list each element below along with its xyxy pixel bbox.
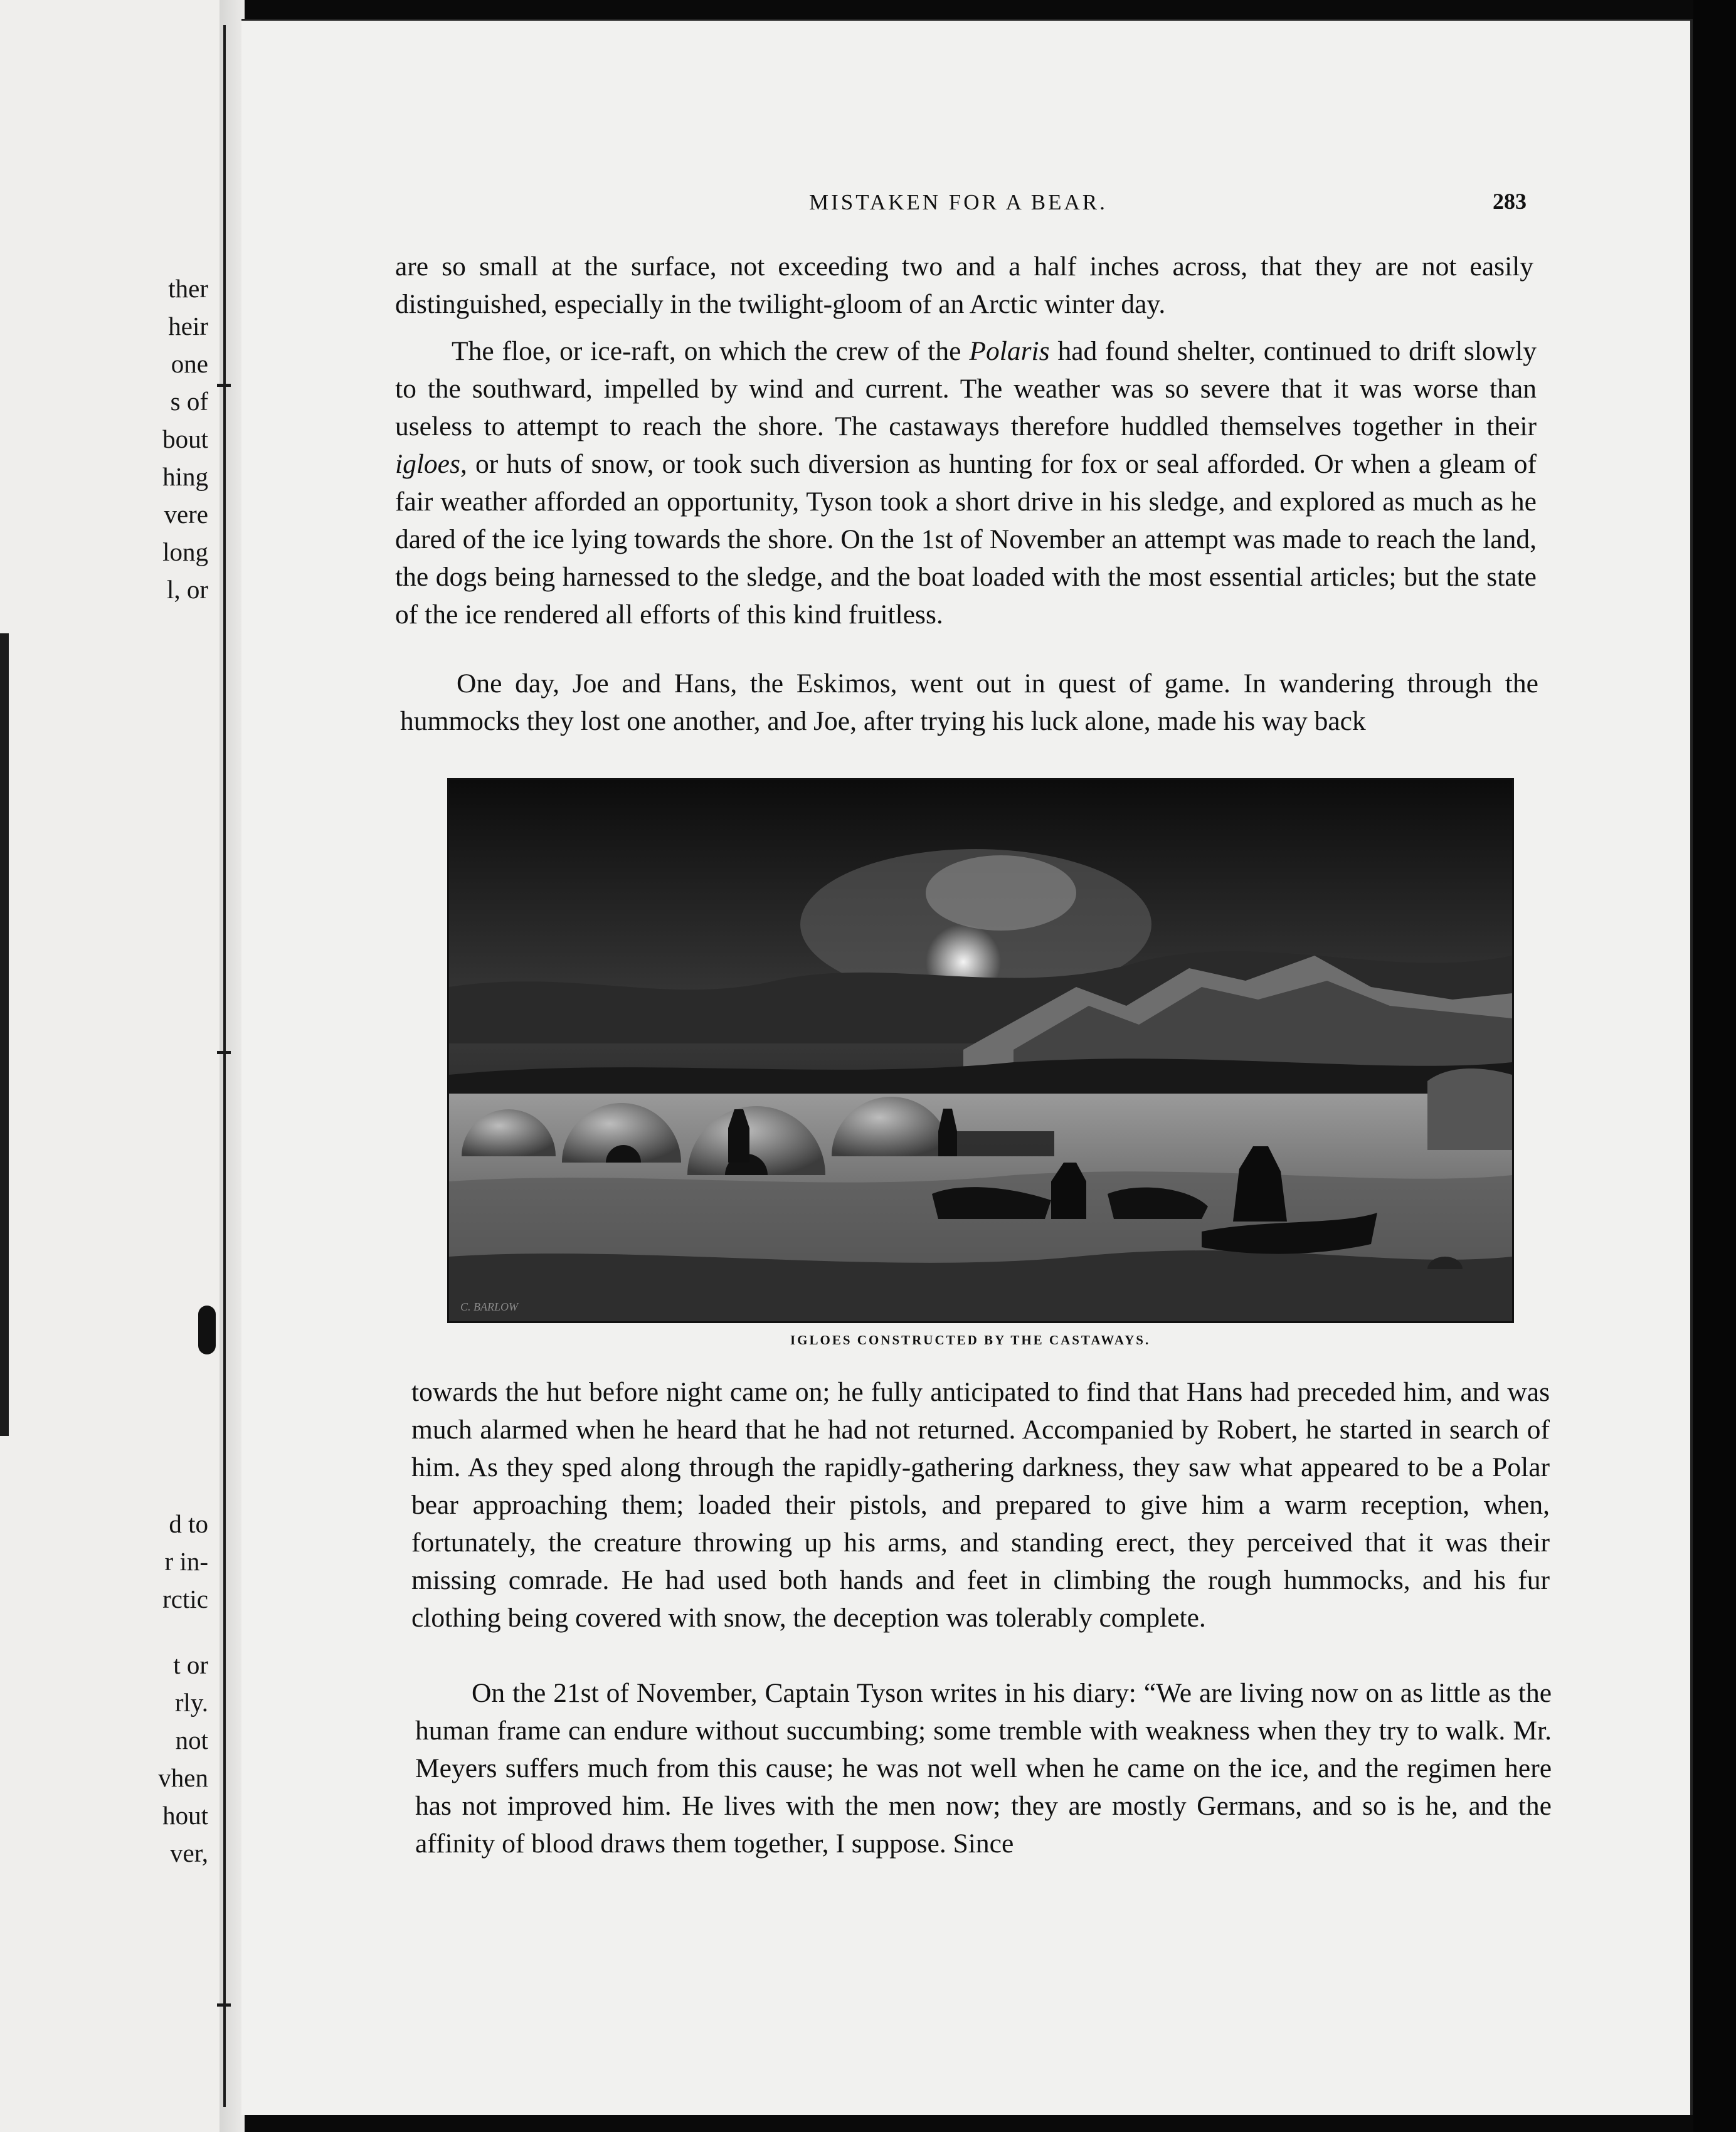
facing-page-text-fragment: s of — [170, 387, 208, 416]
paragraph-continuation: are so small at the surface, not exceeding two and a half inches across, that they are not easily distinguished, especially in the twilight-gloom of an Arctic winter day. — [395, 251, 1533, 319]
facing-page — [0, 0, 221, 2132]
facing-page-text-fragment: heir — [168, 312, 208, 340]
igloo-illustration — [447, 778, 1514, 1323]
paragraph-joe-hans: One day, Joe and Hans, the Eskimos, went out in quest of game. In wandering through the hummocks they lost one another, and Joe, after trying his luck alone, made his way back — [400, 668, 1538, 736]
ink-blot — [198, 1306, 216, 1354]
facing-page-illustration-edge — [0, 633, 9, 1436]
paragraph-floe-drift — [395, 332, 1537, 633]
engraving-artwork — [449, 780, 1512, 1321]
facing-page-text-fragment: one — [171, 349, 208, 378]
binding-tick — [217, 1051, 231, 1054]
facing-page-text-fragment: r in- — [164, 1547, 208, 1576]
facing-page-text-fragment: bout — [162, 425, 208, 453]
ship-name: Polaris — [969, 336, 1050, 366]
page-edge-shadow — [1693, 0, 1736, 2132]
facing-page-text-fragment: not — [175, 1726, 208, 1755]
facing-page-text-fragment: ther — [168, 274, 208, 303]
paragraph-bear-mistake: towards the hut before night came on; he fully anticipated to find that Hans had preceded him, and was much alarmed when he heard that he had not returned. Accompanied by Robert, he started in search of him. As they sped along through the rapidly-gathering darkness, they saw what appeared to be a Polar bear approaching them; loaded their pistols, and prepared to give him a warm reception, when, fortunately, the creature throwing up his arms, and standing erect, they perceived that it was their missing comrade. He had used both hands and feet in climbing the rough hummocks, and his fur clothing being covered with snow, the deception was tolerably complete. — [411, 1377, 1550, 1633]
paragraph-text: The floe, or ice-raft, on which the crew of the — [452, 336, 970, 366]
running-head: MISTAKEN FOR A BEAR. — [809, 190, 1108, 214]
facing-page-text-fragment: d to — [169, 1509, 208, 1538]
facing-page-text-fragment: rctic — [162, 1585, 208, 1613]
binding-tick — [217, 2003, 231, 2007]
engraver-signature: C. BARLOW — [460, 1301, 518, 1313]
paragraph-text: or huts of snow, or took such diversion as hunting for fox or seal afforded. Or when a gleam of fair weather afforded an opportunity, Tyson took a short drive in his sledge, and explored as much as he dared of the ice lying towards the shore. On the 1st of November an attempt was made to reach the land, the dogs being harnessed to the sledge, and the boat loaded with the most essential articles; but the state of the ice rendered all efforts of this kind fruitless. — [395, 449, 1537, 630]
facing-page-text-fragment: vhen — [158, 1763, 208, 1792]
page-number: 283 — [1493, 189, 1527, 214]
italic-term: igloes, — [395, 449, 467, 479]
facing-page-text-fragment: long — [162, 537, 208, 566]
facing-page-text-fragment: hout — [162, 1801, 208, 1830]
paragraph-text: had found shelter, continued to drift slowly to the southward, impelled by wind and current. The weather was so severe that it was worse than useless to attempt to reach the shore. The castaways therefore huddled themselves together in their — [395, 336, 1537, 441]
facing-page-text-fragment: rly. — [174, 1688, 208, 1717]
facing-page-text-fragment: ver, — [170, 1839, 208, 1867]
facing-page-text-fragment: t or — [173, 1650, 208, 1679]
spine-binding-line — [223, 25, 226, 2107]
facing-page-text-fragment: hing — [162, 462, 208, 491]
binding-tick — [217, 384, 231, 387]
facing-page-text-fragment: vere — [164, 500, 208, 529]
facing-page-text-fragment: l, or — [166, 575, 208, 604]
figure-caption: IGLOES CONSTRUCTED BY THE CASTAWAYS. — [790, 1332, 1151, 1348]
paragraph-tyson-diary: On the 21st of November, Captain Tyson writes in his diary: “We are living now on as little as the human frame can endure without succumbing; some tremble with weakness when they try to walk. Mr. Meyers suffers much from this cause; he was not well when he came on the ice, and the regimen here has not improved him. He lives with the men now; they are mostly Germans, and so is he, and the affinity of blood draws them together, I suppose. Since — [415, 1678, 1552, 1859]
